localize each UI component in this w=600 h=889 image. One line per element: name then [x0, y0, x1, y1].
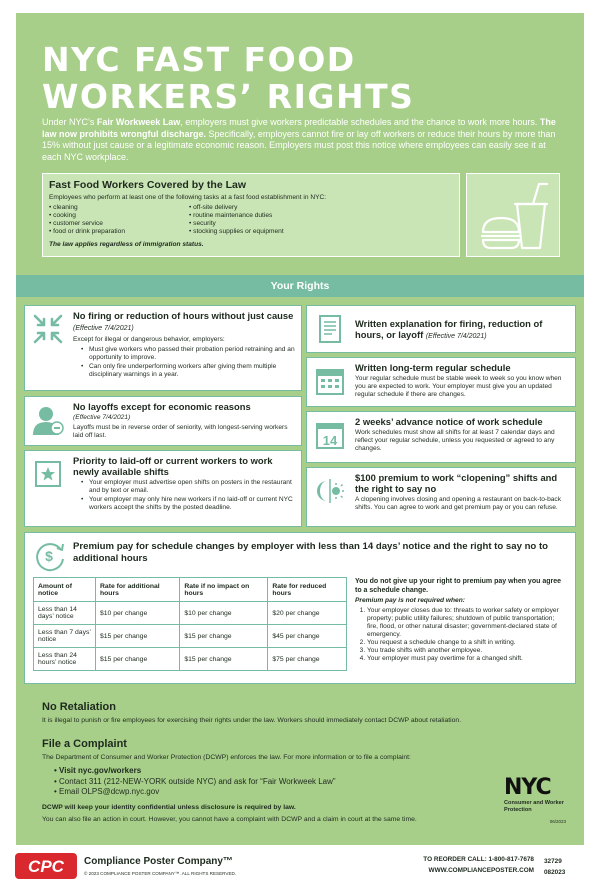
document-icon	[313, 312, 347, 346]
covered-workers-box	[42, 173, 460, 257]
retaliation-title: No Retaliation	[42, 701, 116, 713]
svg-text:CPC: CPC	[28, 857, 64, 876]
table-row	[34, 648, 347, 671]
premium-title: Premium pay for schedule changes by employer with less than 14 days’ notice and the right to say no to additional hours	[73, 541, 549, 564]
no-firing-text: Except for illegal or dangerous behavior, employers:	[73, 336, 225, 343]
card-priority	[24, 450, 302, 527]
card-long-term-schedule	[306, 357, 576, 407]
clopening-text: A clopening involves closing and opening a restaurant on back-to-back shifts. You can agree to work and get premium pay or you can refuse.	[355, 496, 562, 511]
no-firing-list	[73, 346, 295, 379]
long-term-title: Written long-term regular schedule	[355, 362, 511, 373]
list-item: • security	[189, 220, 329, 228]
fast-food-icon	[466, 173, 560, 257]
table-header: Rate if no impact on hours	[180, 578, 268, 602]
table-cell: Less than 24 hours’ notice	[34, 648, 96, 671]
confidentiality-note: DCWP will keep your identity confidential unless disclosure is required by law.	[42, 803, 296, 811]
covered-title: Fast Food Workers Covered by the Law	[49, 179, 247, 191]
immigration-note: The law applies regardless of immigration status.	[49, 241, 204, 248]
moon-sun-icon	[313, 474, 347, 508]
list-item: • Email OLPS@dcwp.nyc.gov	[54, 787, 542, 798]
covered-list-1	[49, 204, 189, 236]
card-no-layoffs	[24, 396, 302, 446]
list-item: • food or drink preparation	[49, 228, 189, 236]
table-cell: $15 per change	[96, 625, 180, 648]
list-item: • Visit nyc.gov/workers	[54, 766, 542, 777]
table-cell: $75 per change	[268, 648, 347, 671]
list-item: • Your employer may only hire new workers if no laid-off or current NYC workers accept the shifts by the posted deadline.	[81, 496, 295, 512]
covered-list-2	[189, 204, 329, 236]
list-item: • off-site delivery	[189, 204, 329, 212]
list-item: 1. Your employer closes due to: threats to worker safety or employer property; public utility failures; shutdown of public transportation; fire, flood, or other natural disaster; government-declared state of emergency.	[367, 607, 567, 639]
covered-subtitle: Employees who perform at least one of the following tasks at a fast food establishment in NYC:	[49, 194, 327, 201]
card-written-explanation	[306, 305, 576, 353]
table-cell: $15 per change	[96, 648, 180, 671]
premium-notes	[355, 577, 567, 663]
list-item: • cooking	[49, 212, 189, 220]
table-row	[34, 625, 347, 648]
list-item: • routine maintenance duties	[189, 212, 329, 220]
list-item: • Can only fire underperforming workers after giving them multiple disciplinary warnings in a year.	[81, 363, 295, 379]
copyright: © 2023 COMPLIANCE POSTER COMPANY™. ALL RIGHTS RESERVED.	[84, 871, 237, 876]
intro-law-name: Fair Workweek Law	[96, 117, 181, 127]
premium-pay-table	[33, 577, 347, 671]
reorder-phone: TO REORDER CALL: 1-800-817-7678	[423, 856, 534, 863]
list-item: • Contact 311 (212-NEW-YORK outside NYC) and ask for “Fair Workweek Law”	[54, 777, 542, 788]
list-item: • Must give workers who passed their probation period retraining and an opportunity to improve.	[81, 346, 295, 362]
table-cell: $45 per change	[268, 625, 347, 648]
no-firing-title: No firing or reduction of hours without just cause (Effective 7/4/2021)	[73, 310, 294, 332]
table-cell: $10 per change	[180, 602, 268, 625]
company-name: Compliance Poster Company™	[84, 856, 233, 867]
clopening-title: $100 premium to work “clopening” shifts and the right to say no	[355, 472, 558, 494]
retaliation-text: It is illegal to punish or fire employees for exercising their rights under the law. Workers should immediately contact DCWP about retaliation.	[42, 717, 462, 724]
person-icon	[31, 403, 65, 437]
no-layoffs-text: Layoffs must be in reverse order of seniority, with longest-serving workers laid off last.	[73, 424, 288, 439]
table-cell: Less than 7 days’ notice	[34, 625, 96, 648]
priority-list	[73, 479, 295, 512]
advance-notice-text: Work schedules must show all shifts for at least 7 calendar days and reflect your regular schedule, unless you requested or agreed to any changes.	[355, 429, 555, 452]
card-no-firing	[24, 305, 302, 391]
your-rights-header: Your Rights	[16, 275, 584, 297]
arrows-in-icon	[31, 312, 65, 346]
list-item: • Your employer must advertise open shifts on posters in the restaurant and by text or email.	[81, 479, 295, 495]
written-explanation-title: Written explanation for firing, reduction of hours, or layoff (Effective 7/4/2021)	[355, 318, 543, 340]
table-header: Rate for additional hours	[96, 578, 180, 602]
poster-code: 06/2023	[549, 819, 566, 824]
premium-not-required: Premium pay is not required when:	[355, 597, 465, 604]
intro-part1: Under NYC’s	[42, 117, 97, 127]
nyc-logo: NYC	[504, 775, 551, 800]
calendar-14-icon	[313, 418, 347, 452]
dcwp-label: Consumer and Worker Protection	[504, 800, 564, 813]
table-header: Rate for reduced hours	[268, 578, 347, 602]
table-cell: $15 per change	[180, 625, 268, 648]
company-url[interactable]: WWW.COMPLIANCEPOSTER.COM	[428, 867, 534, 874]
premium-lead: You do not give up your right to premium pay when you agree to a schedule change.	[355, 578, 561, 594]
no-layoffs-title: No layoffs except for economic reasons	[73, 401, 251, 412]
list-item: 3. You trade shifts with another employee.	[367, 647, 567, 655]
intro-bold: The law now prohibits wrongful discharge.	[42, 117, 556, 139]
intro-part2: , employers must give workers predictable schedules and the chance to work more hours.	[180, 117, 540, 127]
priority-title: Priority to laid-off or current workers to work newly available shifts	[73, 455, 273, 477]
list-item: 2. You request a schedule change to a shift in writing.	[367, 639, 567, 647]
cpc-logo	[15, 853, 77, 879]
poster-title: NYC FAST FOOD WORKERS’ RIGHTS	[42, 40, 415, 116]
no-layoffs-effective: (Effective 7/4/2021)	[73, 414, 131, 421]
svg-text:$: $	[45, 548, 53, 564]
premium-pay-section	[24, 532, 576, 684]
list-item: 4. Your employer must pay overtime for a changed shift.	[367, 655, 567, 663]
advance-notice-title: 2 weeks’ advance notice of work schedule	[355, 416, 543, 427]
table-row	[34, 602, 347, 625]
intro-part3: Specifically, employers cannot fire or lay off workers or reduce their hours by more than 15% without just cause or a legitimate economic reason. Employers must post this notice where employees can easily see it at each NYC workplace.	[42, 128, 556, 162]
table-cell: $10 per change	[96, 602, 180, 625]
poster-number: 32729 082023	[544, 858, 566, 876]
footer	[0, 849, 600, 889]
complaint-list	[42, 766, 542, 798]
table-header: Amount of notice	[34, 578, 96, 602]
table-cell: $15 per change	[180, 648, 268, 671]
card-clopening	[306, 467, 576, 527]
no-retaliation-section	[42, 701, 562, 725]
intro-text	[42, 117, 562, 163]
premium-conditions	[355, 607, 567, 663]
svg-text:14: 14	[322, 433, 338, 448]
nyc-dcwp-logo	[504, 777, 566, 837]
list-item: • stocking supplies or equipment	[189, 228, 329, 236]
poster-header	[16, 13, 584, 269]
card-advance-notice	[306, 411, 576, 463]
long-term-text: Your regular schedule must be stable week to week so you know when you are expected to work. Your employer must give you an updated regular schedule if there are changes.	[355, 375, 562, 398]
table-cell: Less than 14 days’ notice	[34, 602, 96, 625]
table-cell: $20 per change	[268, 602, 347, 625]
star-badge-icon	[31, 457, 65, 491]
calendar-icon	[313, 364, 347, 398]
complaint-section	[42, 738, 542, 824]
complaint-title: File a Complaint	[42, 738, 127, 750]
list-item: • customer service	[49, 220, 189, 228]
complaint-text: The Department of Consumer and Worker Protection (DCWP) enforces the law. For more information or to file a complaint:	[42, 754, 411, 761]
dollar-cycle-icon	[33, 539, 67, 573]
list-item: • cleaning	[49, 204, 189, 212]
court-note: You can also file an action in court. However, you cannot have a complaint with DCWP and a claim in court at the same time.	[42, 815, 417, 823]
poster-frame	[16, 13, 584, 845]
